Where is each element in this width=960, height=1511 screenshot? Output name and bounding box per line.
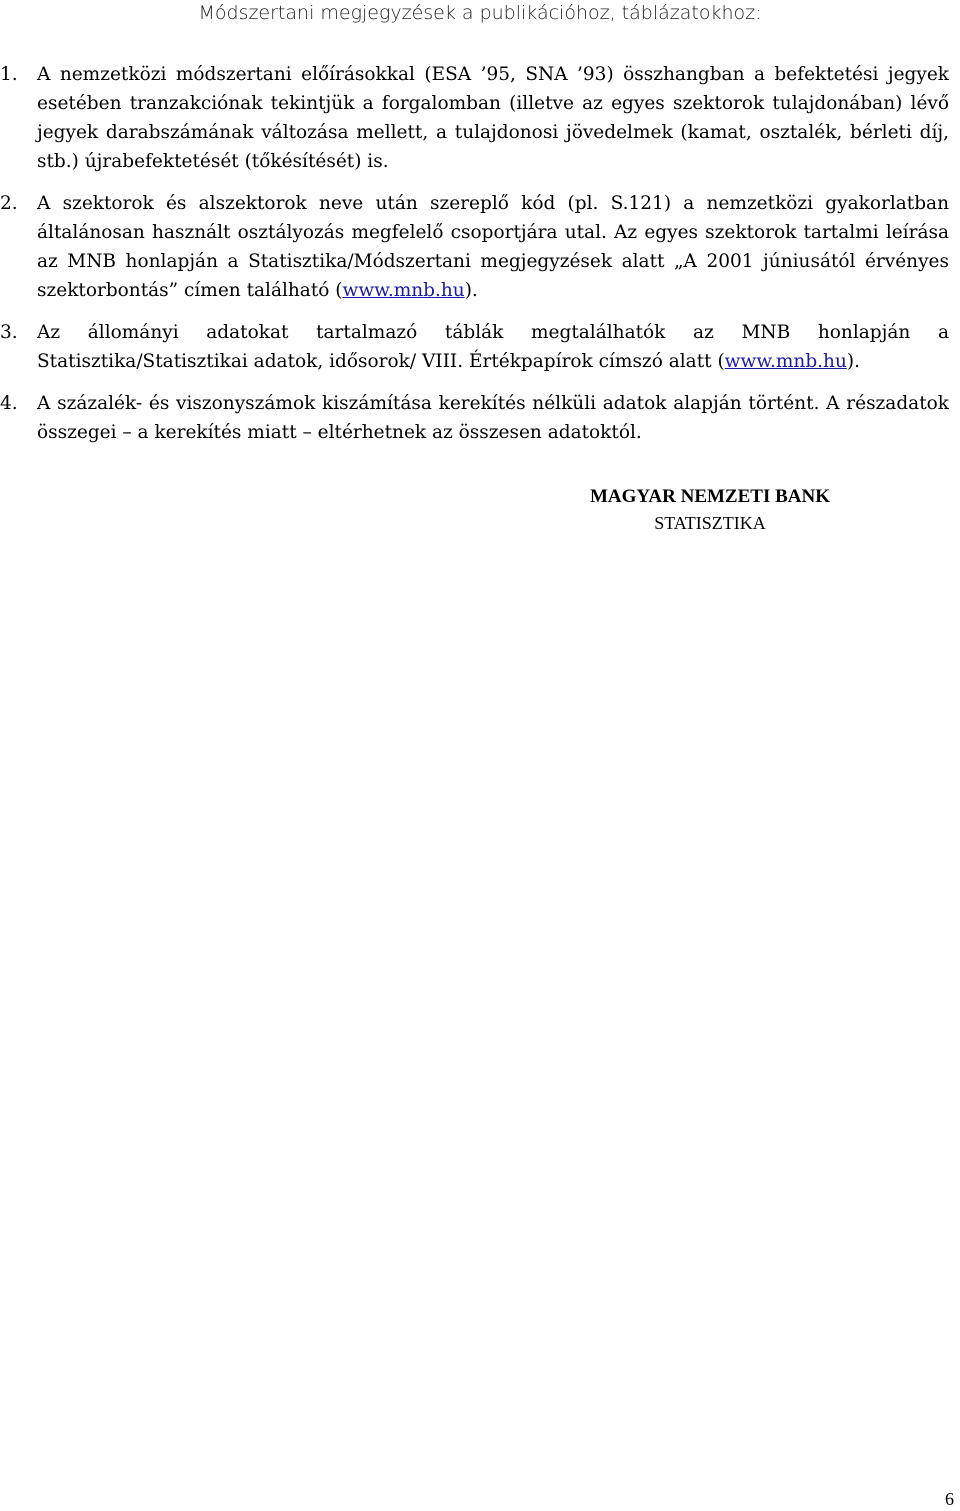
page-number: 6 <box>945 1489 954 1509</box>
note-text: A százalék- és viszonyszámok kiszámítása kerekítés nélküli adatok alapján történt. A részadatok összegei – a kerekítés miatt – eltérhetnek az összesen adatoktól. <box>37 393 949 443</box>
signature-bank-name: MAGYAR NEMZETI BANK <box>590 486 830 507</box>
note-text-end: ). <box>464 280 478 301</box>
mnb-website-link[interactable]: www.mnb.hu <box>724 351 847 372</box>
note-item-2 <box>0 189 949 305</box>
notes-list <box>0 60 949 460</box>
note-number: 2. <box>0 193 18 214</box>
note-item-4 <box>0 389 949 447</box>
note-number: 3. <box>0 322 18 343</box>
mnb-website-link[interactable]: www.mnb.hu <box>342 280 465 301</box>
note-text-end: ). <box>846 351 860 372</box>
note-item-1 <box>0 60 949 176</box>
note-number: 4. <box>0 393 18 414</box>
note-item-3 <box>0 318 949 376</box>
note-number: 1. <box>0 64 18 85</box>
note-text: A szektorok és alszektorok neve után szereplő kód (pl. S.121) a nemzetközi gyakorlatban általánosan használt osztályozás megfelelő csoportjára utal. Az egyes szektorok tartalmi leírása az MNB honlapján a Statisztika/Módszertani megjegyzések alatt „A 2001 júniusától érvényes szektorbontás” címen található ( <box>37 193 949 301</box>
note-text: A nemzetközi módszertani előírásokkal (ESA ’95, SNA ’93) összhangban a befektetési jegyek esetében tranzakciónak tekintjük a forgalomban (illetve az egyes szektorok tulajdonában) lévő jegyek darabszámának változása mellett, a tulajdonosi jövedelmek (kamat, osztalék, bérleti díj, stb.) újrabefektetését (tőkésítését) is. <box>37 64 949 172</box>
note-text: Az állományi adatokat tartalmazó táblák megtalálhatók az MNB honlapján a Statisztika/Statisztikai adatok, idősorok/ VIII. Értékpapírok címszó alatt ( <box>37 322 949 372</box>
signature-block <box>560 484 860 536</box>
signature-department: STATISZTIKA <box>654 513 766 533</box>
page-title: Módszertani megjegyzések a publikációhoz, táblázatokhoz: <box>198 2 762 24</box>
